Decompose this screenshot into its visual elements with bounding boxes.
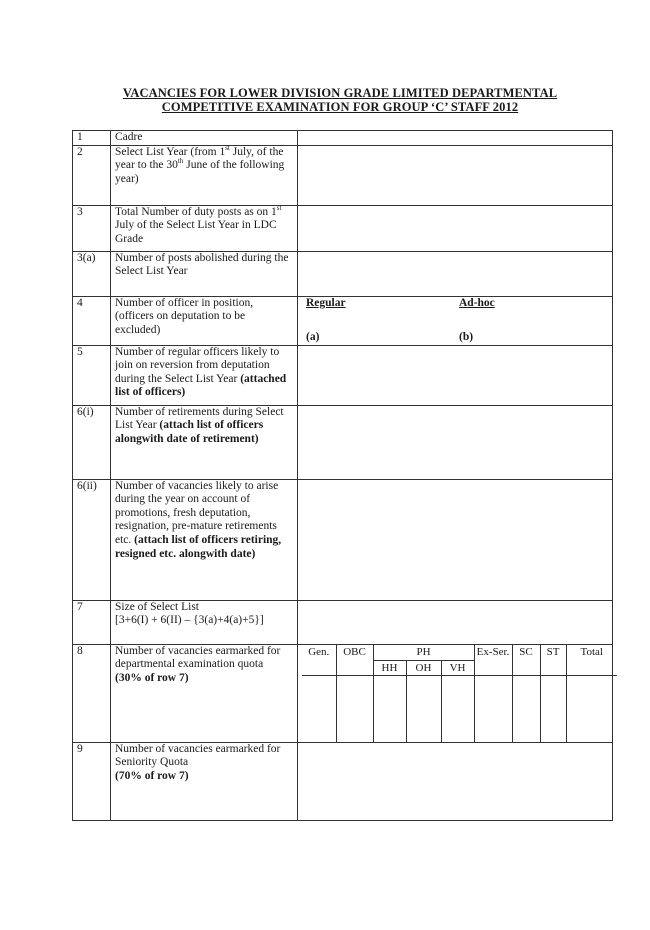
- exser-header: Ex-Ser.: [474, 645, 512, 676]
- adhoc-column[interactable]: [455, 297, 608, 345]
- table-row: [73, 345, 613, 405]
- table-row: [73, 296, 613, 345]
- sc-value-cell[interactable]: [512, 676, 540, 742]
- table-row: [73, 644, 613, 742]
- total-header: Total: [566, 645, 617, 676]
- exser-value-cell[interactable]: [474, 676, 512, 742]
- regular-sub-label: (a): [306, 331, 320, 343]
- table-row: [73, 205, 613, 251]
- gen-value-cell[interactable]: [302, 676, 336, 742]
- gen-header: Gen.: [302, 645, 336, 676]
- row-number: 9: [73, 742, 111, 820]
- row-number: 4: [73, 296, 111, 345]
- table-row: [73, 600, 613, 644]
- row-label: Total Number of duty posts as on 1st July of the Select List Year in LDC Grade: [111, 205, 298, 251]
- hh-value-cell[interactable]: [373, 676, 406, 742]
- row-number: 2: [73, 145, 111, 205]
- vacancy-form-table: [72, 130, 613, 821]
- row-label: Number of posts abolished during the Select List Year: [111, 251, 298, 296]
- row-label: Number of vacancies earmarked for departmental examination quota (30% of row 7): [111, 644, 298, 742]
- total-value-cell[interactable]: [566, 676, 617, 742]
- row-label: Size of Select List [3+6(I) + 6(II) – {3(a)+4(a)+5}]: [111, 600, 298, 644]
- officers-in-position-cell: [298, 296, 613, 345]
- vh-header: VH: [441, 661, 474, 676]
- oh-value-cell[interactable]: [406, 676, 441, 742]
- title-line-2: COMPETITIVE EXAMINATION FOR GROUP ‘C’ STAFF 2012: [161, 100, 519, 114]
- row-label: Select List Year (from 1st July, of the year to the 30th June of the following year): [111, 145, 298, 205]
- cadre-value-cell[interactable]: [298, 131, 613, 146]
- table-row: [73, 405, 613, 479]
- st-header: ST: [540, 645, 566, 676]
- obc-header: OBC: [336, 645, 373, 676]
- row-label: Number of retirements during Select List Year (attach list of officers alongwith date of retirement): [111, 405, 298, 479]
- adhoc-label: Ad-hoc: [459, 296, 495, 309]
- select-list-year-value-cell[interactable]: [298, 145, 613, 205]
- regular-label: Regular: [306, 296, 346, 309]
- select-list-size-value-cell[interactable]: [298, 600, 613, 644]
- row-label: Number of vacancies likely to arise during the year on account of promotions, fresh deputation, resignation, pre-mature retirements etc. (attach list of officers retiring, resigned etc. alongwith date): [111, 479, 298, 600]
- departmental-quota-breakdown-cell: [298, 644, 613, 742]
- row-label: Number of regular officers likely to join on reversion from deputation during the Select List Year (attached list of officers): [111, 345, 298, 405]
- row-number: 6(ii): [73, 479, 111, 600]
- vacancies-arising-value-cell[interactable]: [298, 479, 613, 600]
- st-value-cell[interactable]: [540, 676, 566, 742]
- table-row: [73, 742, 613, 820]
- document-title: [60, 86, 620, 114]
- seniority-quota-value-cell[interactable]: [298, 742, 613, 820]
- table-row: [73, 145, 613, 205]
- row-number: 7: [73, 600, 111, 644]
- ph-header: PH: [373, 645, 474, 661]
- title-line-1: VACANCIES FOR LOWER DIVISION GRADE LIMITED DEPARTMENTAL: [122, 86, 558, 100]
- retirements-value-cell[interactable]: [298, 405, 613, 479]
- obc-value-cell[interactable]: [336, 676, 373, 742]
- row-number: 6(i): [73, 405, 111, 479]
- sc-header: SC: [512, 645, 540, 676]
- select-list-formula: [3+6(I) + 6(II) – {3(a)+4(a)+5}]: [115, 614, 264, 627]
- row-label: Number of vacancies earmarked for Seniority Quota (70% of row 7): [111, 742, 298, 820]
- reversion-officers-value-cell[interactable]: [298, 345, 613, 405]
- row-number: 3: [73, 205, 111, 251]
- adhoc-sub-label: (b): [459, 331, 474, 343]
- table-row: [73, 131, 613, 146]
- hh-header: HH: [373, 661, 406, 676]
- table-row: [73, 251, 613, 296]
- posts-abolished-value-cell[interactable]: [298, 251, 613, 296]
- row-label: Cadre: [111, 131, 298, 146]
- quota-category-table: [302, 645, 617, 742]
- row-number: 1: [73, 131, 111, 146]
- row-number: 8: [73, 644, 111, 742]
- row-number: 5: [73, 345, 111, 405]
- row-label: Number of officer in position, (officers on deputation to be excluded): [111, 296, 298, 345]
- regular-column[interactable]: [302, 297, 455, 345]
- oh-header: OH: [406, 661, 441, 676]
- table-row: [73, 479, 613, 600]
- row-number: 3(a): [73, 251, 111, 296]
- duty-posts-value-cell[interactable]: [298, 205, 613, 251]
- vh-value-cell[interactable]: [441, 676, 474, 742]
